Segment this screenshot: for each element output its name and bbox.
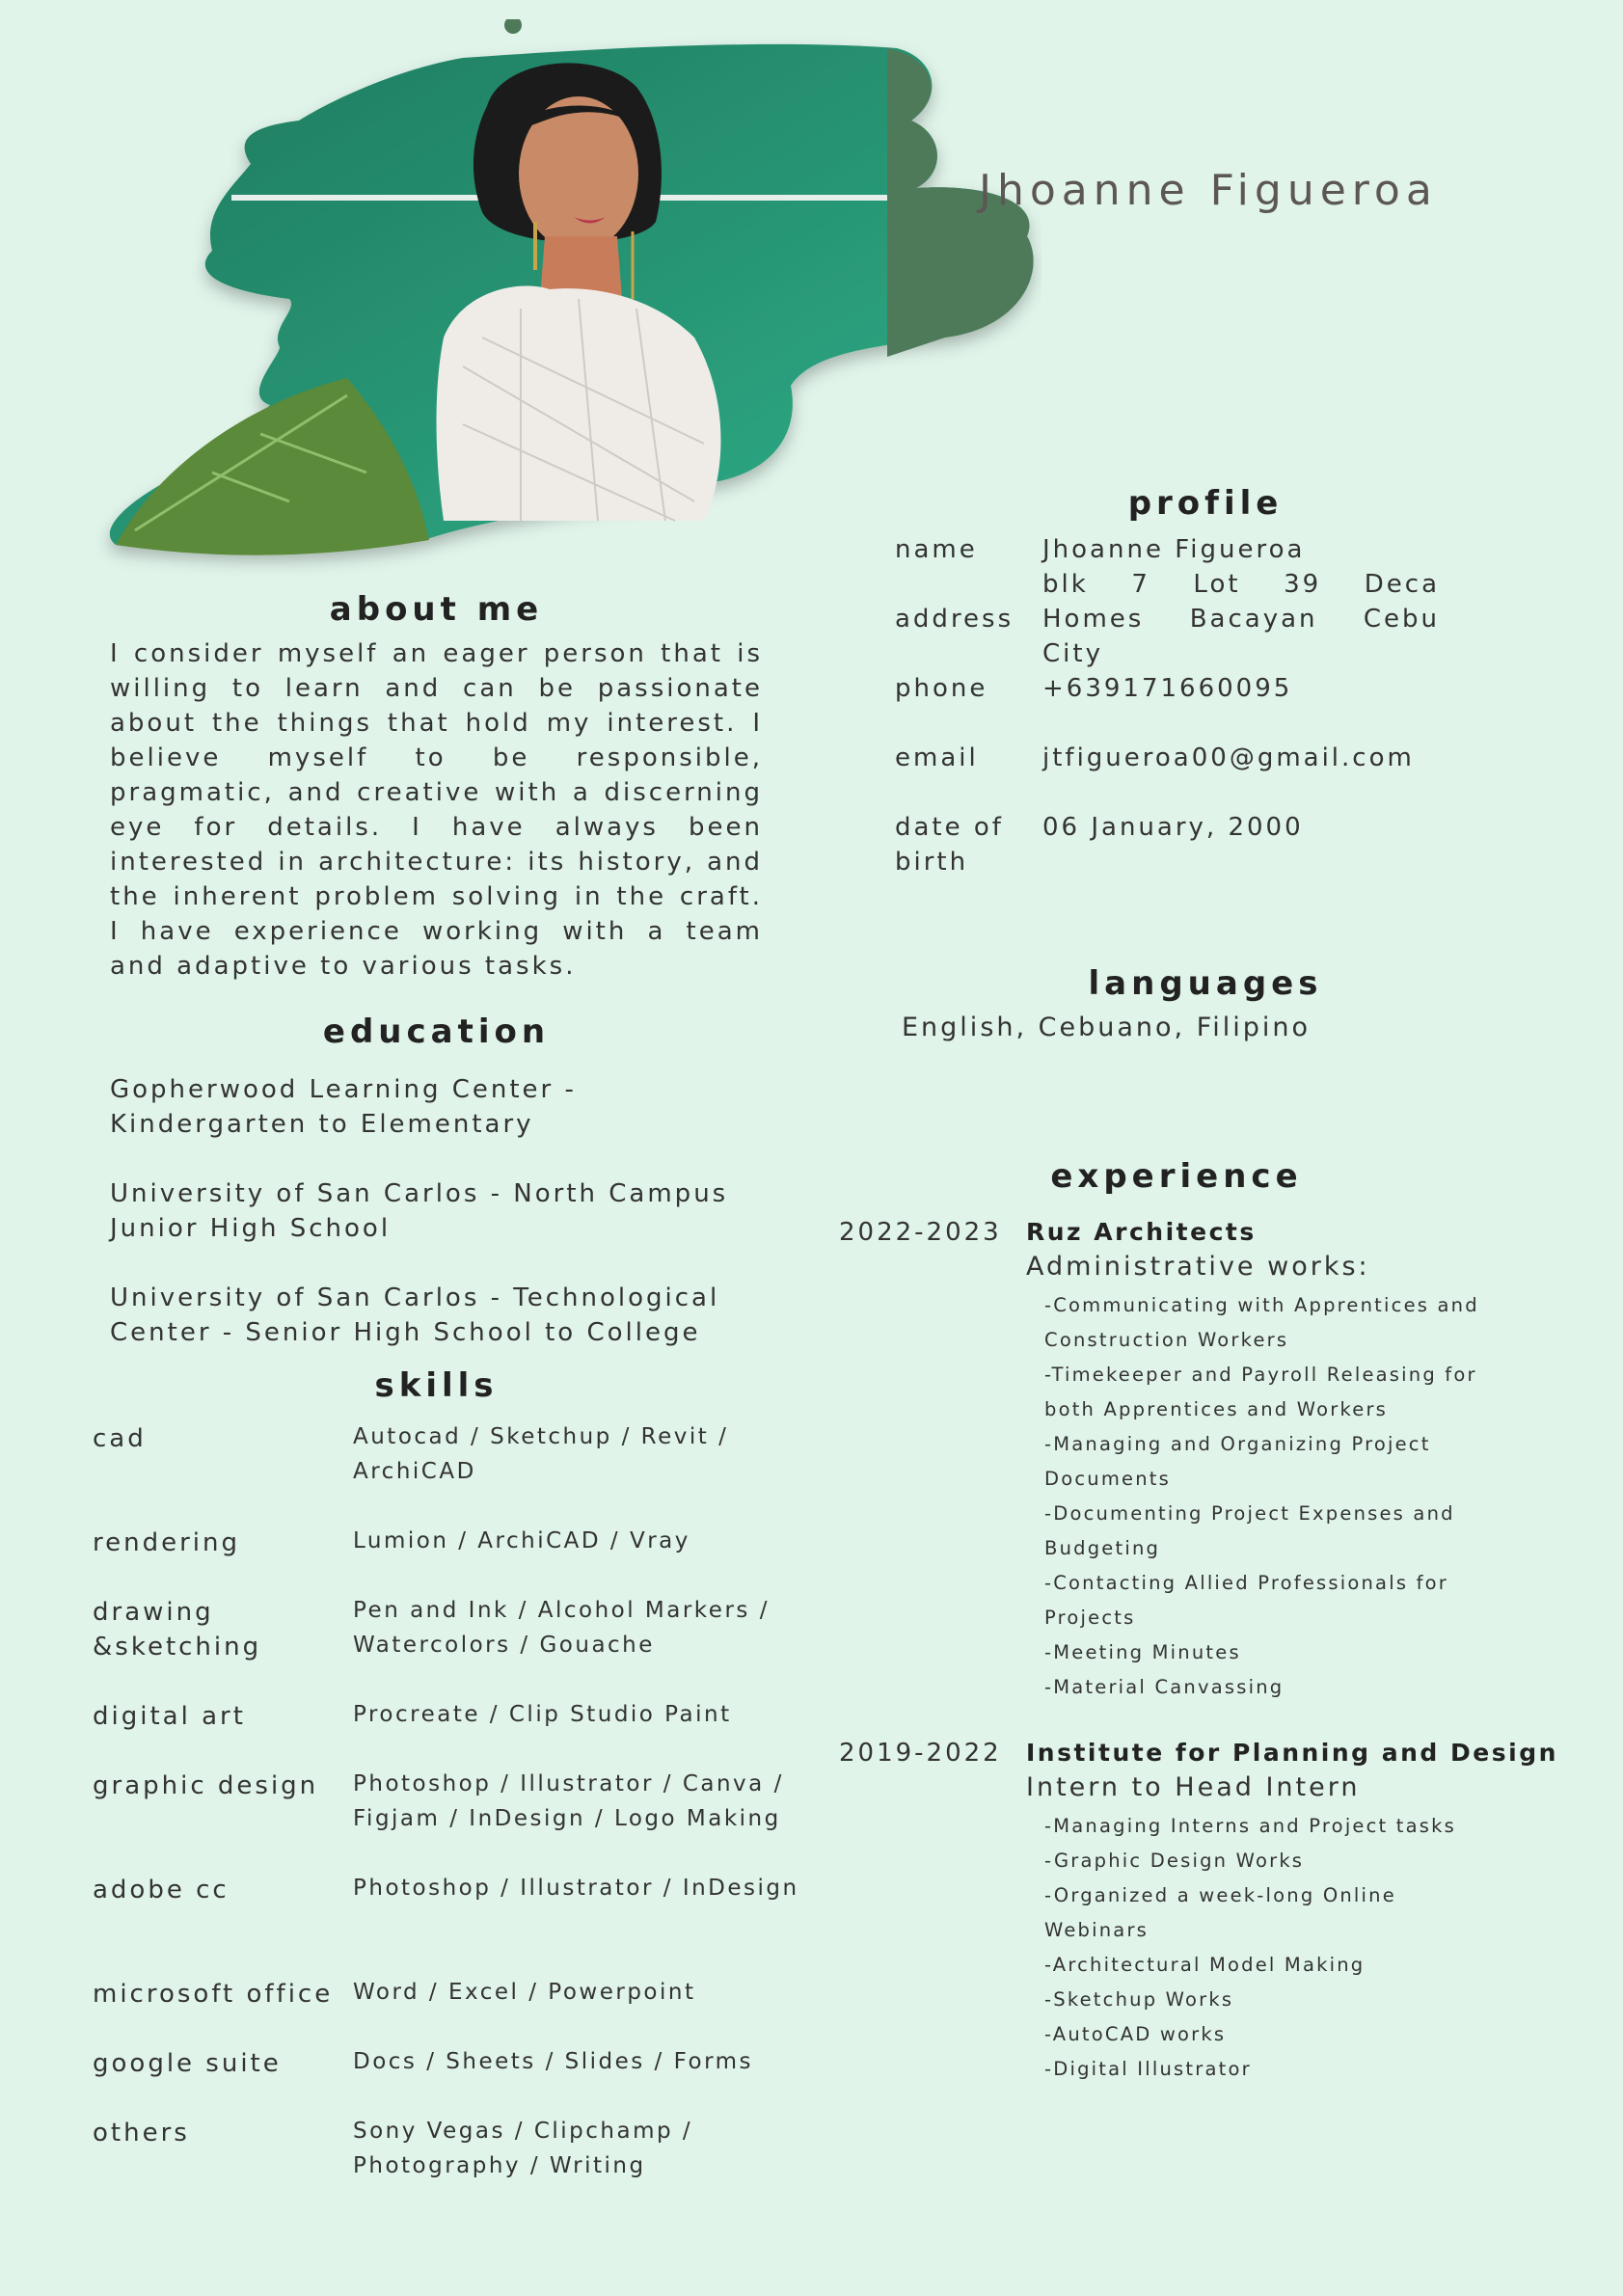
profile-value: 06 January, 2000 bbox=[1042, 813, 1304, 842]
skill-row bbox=[93, 1869, 825, 1973]
duty-item: -Timekeeper and Payroll Releasing for both Apprentices and Workers bbox=[1044, 1364, 1477, 1420]
skill-tools: Autocad / Sketchup / Revit / ArchiCAD bbox=[353, 1424, 729, 1484]
skill-tools: Photoshop / Illustrator / InDesign bbox=[353, 1876, 799, 1901]
education-list bbox=[110, 1072, 785, 1385]
skill-row bbox=[93, 1765, 825, 1869]
skill-tools: Photoshop / Illustrator / Canva / Figjam / InDesign / Logo Making bbox=[353, 1771, 784, 1831]
skill-category: graphic design bbox=[93, 1771, 319, 1800]
skill-row bbox=[93, 1695, 825, 1765]
education-heading: education bbox=[322, 1013, 551, 1051]
skill-row bbox=[93, 1591, 825, 1695]
duty-item: -Documenting Project Expenses and Budgeting bbox=[1044, 1502, 1455, 1559]
skill-row bbox=[93, 2042, 825, 2112]
duty-item: -Communicating with Apprentices and Construction Workers bbox=[1044, 1294, 1479, 1351]
skill-row bbox=[93, 1418, 825, 1522]
education-school: University of San Carlos - Technological bbox=[110, 1283, 720, 1312]
skill-tools: Word / Excel / Powerpoint bbox=[353, 1980, 696, 2005]
skill-category: google suite bbox=[93, 2049, 282, 2078]
duty-item: -Managing Interns and Project tasks bbox=[1044, 1815, 1457, 1837]
skill-category: adobe cc bbox=[93, 1876, 230, 1904]
duty-item: -Meeting Minutes bbox=[1044, 1641, 1241, 1663]
duty-item: -Sketchup Works bbox=[1044, 1988, 1234, 2011]
skills-list bbox=[93, 1418, 825, 2216]
skills-heading: skills bbox=[374, 1366, 499, 1405]
skill-category: cad bbox=[93, 1424, 147, 1453]
skill-row bbox=[93, 1522, 825, 1591]
experience-duties bbox=[1044, 1288, 1507, 1705]
experience-years: 2019-2022 bbox=[839, 1739, 1002, 1768]
duty-item: -Managing and Organizing Project Documents bbox=[1044, 1433, 1431, 1490]
education-item bbox=[110, 1176, 785, 1246]
skill-tools: Docs / Sheets / Slides / Forms bbox=[353, 2049, 754, 2074]
about-me-text: I consider myself an eager person that is willing to learn and can be passionate about the things that hold my interest. I believe myself to be responsible, pragmatic, and creative with a discerning eye for details. I have always been interested in architecture: its history, and the inherent problem solving in the craft. I have experience working with a team and adaptive to various tasks. bbox=[110, 639, 763, 981]
education-level: Center - Senior High School to College bbox=[110, 1318, 701, 1347]
experience-duties bbox=[1044, 1809, 1507, 2087]
experience-role: Intern to Head Intern bbox=[1026, 1772, 1361, 1802]
experience-years: 2022-2023 bbox=[839, 1218, 1002, 1247]
education-school: University of San Carlos - North Campus bbox=[110, 1179, 729, 1208]
skill-row bbox=[93, 1973, 825, 2042]
skill-category: microsoft office bbox=[93, 1980, 334, 2009]
duty-item: -Contacting Allied Professionals for Projects bbox=[1044, 1572, 1448, 1629]
skill-tools: Lumion / ArchiCAD / Vray bbox=[353, 1528, 690, 1553]
education-level: Kindergarten to Elementary bbox=[110, 1110, 534, 1139]
profile-photo bbox=[96, 19, 1041, 579]
profile-label: name bbox=[895, 535, 978, 564]
education-item bbox=[110, 1072, 785, 1142]
duty-item: -Architectural Model Making bbox=[1044, 1954, 1366, 1976]
languages-text: English, Cebuano, Filipino bbox=[902, 1013, 1312, 1042]
skill-tools: Procreate / Clip Studio Paint bbox=[353, 1702, 732, 1727]
skill-category: rendering bbox=[93, 1528, 240, 1557]
skill-category: others bbox=[93, 2119, 190, 2147]
skill-tools: Sony Vegas / Clipchamp / Photography / Writing bbox=[353, 2119, 693, 2178]
profile-value: +639171660095 bbox=[1042, 674, 1293, 703]
education-item bbox=[110, 1281, 785, 1350]
duty-item: -Material Canvassing bbox=[1044, 1676, 1285, 1698]
profile-label: date of birth bbox=[895, 813, 1004, 877]
experience-company: Ruz Architects bbox=[1026, 1218, 1257, 1246]
languages-heading: languages bbox=[1088, 964, 1323, 1003]
profile-heading: profile bbox=[1127, 484, 1284, 523]
duty-item: -Digital Illustrator bbox=[1044, 2058, 1252, 2080]
profile-value: blk 7 Lot 39 Deca Homes Bacayan Cebu City bbox=[1042, 570, 1440, 668]
duty-item: -Organized a week-long Online Webinars bbox=[1044, 1884, 1396, 1941]
skill-row bbox=[93, 2112, 825, 2216]
experience-role: Administrative works: bbox=[1026, 1252, 1370, 1282]
skill-category: drawing &sketching bbox=[93, 1598, 262, 1661]
resume-name-title: Jhoanne Figueroa bbox=[979, 166, 1438, 215]
profile-label: phone bbox=[895, 674, 988, 703]
experience-heading: experience bbox=[1050, 1157, 1303, 1196]
skill-tools: Pen and Ink / Alcohol Markers / Watercolors / Gouache bbox=[353, 1598, 770, 1658]
skill-category: digital art bbox=[93, 1702, 246, 1731]
profile-label: address bbox=[895, 605, 1014, 634]
education-school: Gopherwood Learning Center - bbox=[110, 1075, 577, 1104]
duty-item: -Graphic Design Works bbox=[1044, 1850, 1305, 1872]
profile-label: email bbox=[895, 743, 979, 772]
experience-company: Institute for Planning and Design bbox=[1026, 1739, 1558, 1767]
education-level: Junior High School bbox=[110, 1214, 392, 1243]
duty-item: -AutoCAD works bbox=[1044, 2023, 1227, 2045]
profile-value: Jhoanne Figueroa bbox=[1042, 535, 1306, 564]
profile-value: jtfigueroa00@gmail.com bbox=[1042, 743, 1415, 772]
brush-stroke-photo bbox=[96, 19, 1041, 579]
about-me-heading: about me bbox=[329, 590, 544, 629]
